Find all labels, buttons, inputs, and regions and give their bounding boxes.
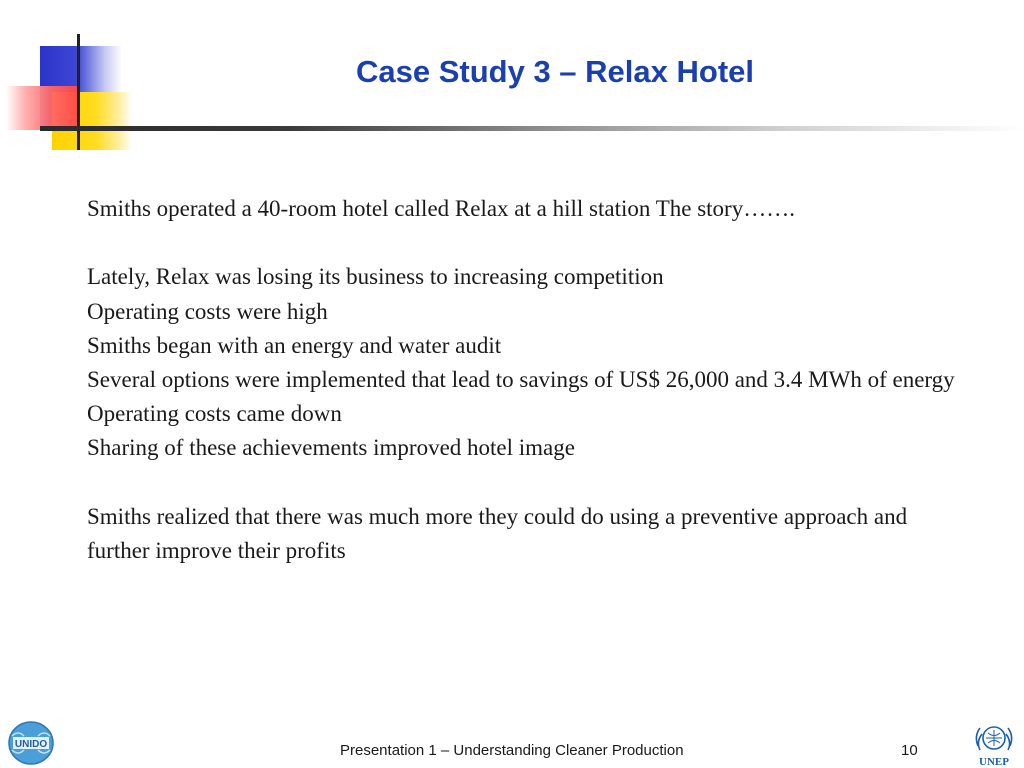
body-line: Operating costs came down (87, 401, 342, 427)
paragraph-spacer (87, 466, 967, 500)
paragraph-spacer (87, 226, 967, 260)
body-line: Operating costs were high (87, 298, 328, 324)
conclusion-paragraph: Smiths realized that there was much more they could do using a preventive approach and further improve their profits (87, 503, 908, 563)
intro-paragraph: Smiths operated a 40-room hotel called Relax at a hill station The story……. (87, 196, 795, 221)
decor-vertical-line (77, 34, 80, 150)
unido-logo-icon (6, 720, 56, 766)
footer-presentation-title: Presentation 1 – Understanding Cleaner Production (340, 742, 684, 759)
slide-body (87, 192, 967, 568)
unep-logo-label: UNEP (979, 756, 1009, 768)
unido-logo-label: UNIDO (14, 739, 48, 750)
body-line: Several options were implemented that lead to savings of US$ 26,000 and 3.4 MWh of energy (87, 367, 955, 392)
decor-red-rectangle (6, 86, 78, 130)
slide-title: Case Study 3 – Relax Hotel (356, 54, 754, 89)
body-line: Lately, Relax was losing its business to increasing competition (87, 264, 664, 290)
body-line: Smiths began with an energy and water audit (87, 332, 502, 358)
page-number: 10 (901, 742, 918, 759)
unep-logo-icon (968, 718, 1020, 768)
body-line: Sharing of these achievements improved hotel image (87, 435, 575, 461)
title-underline-rule (40, 126, 1024, 131)
